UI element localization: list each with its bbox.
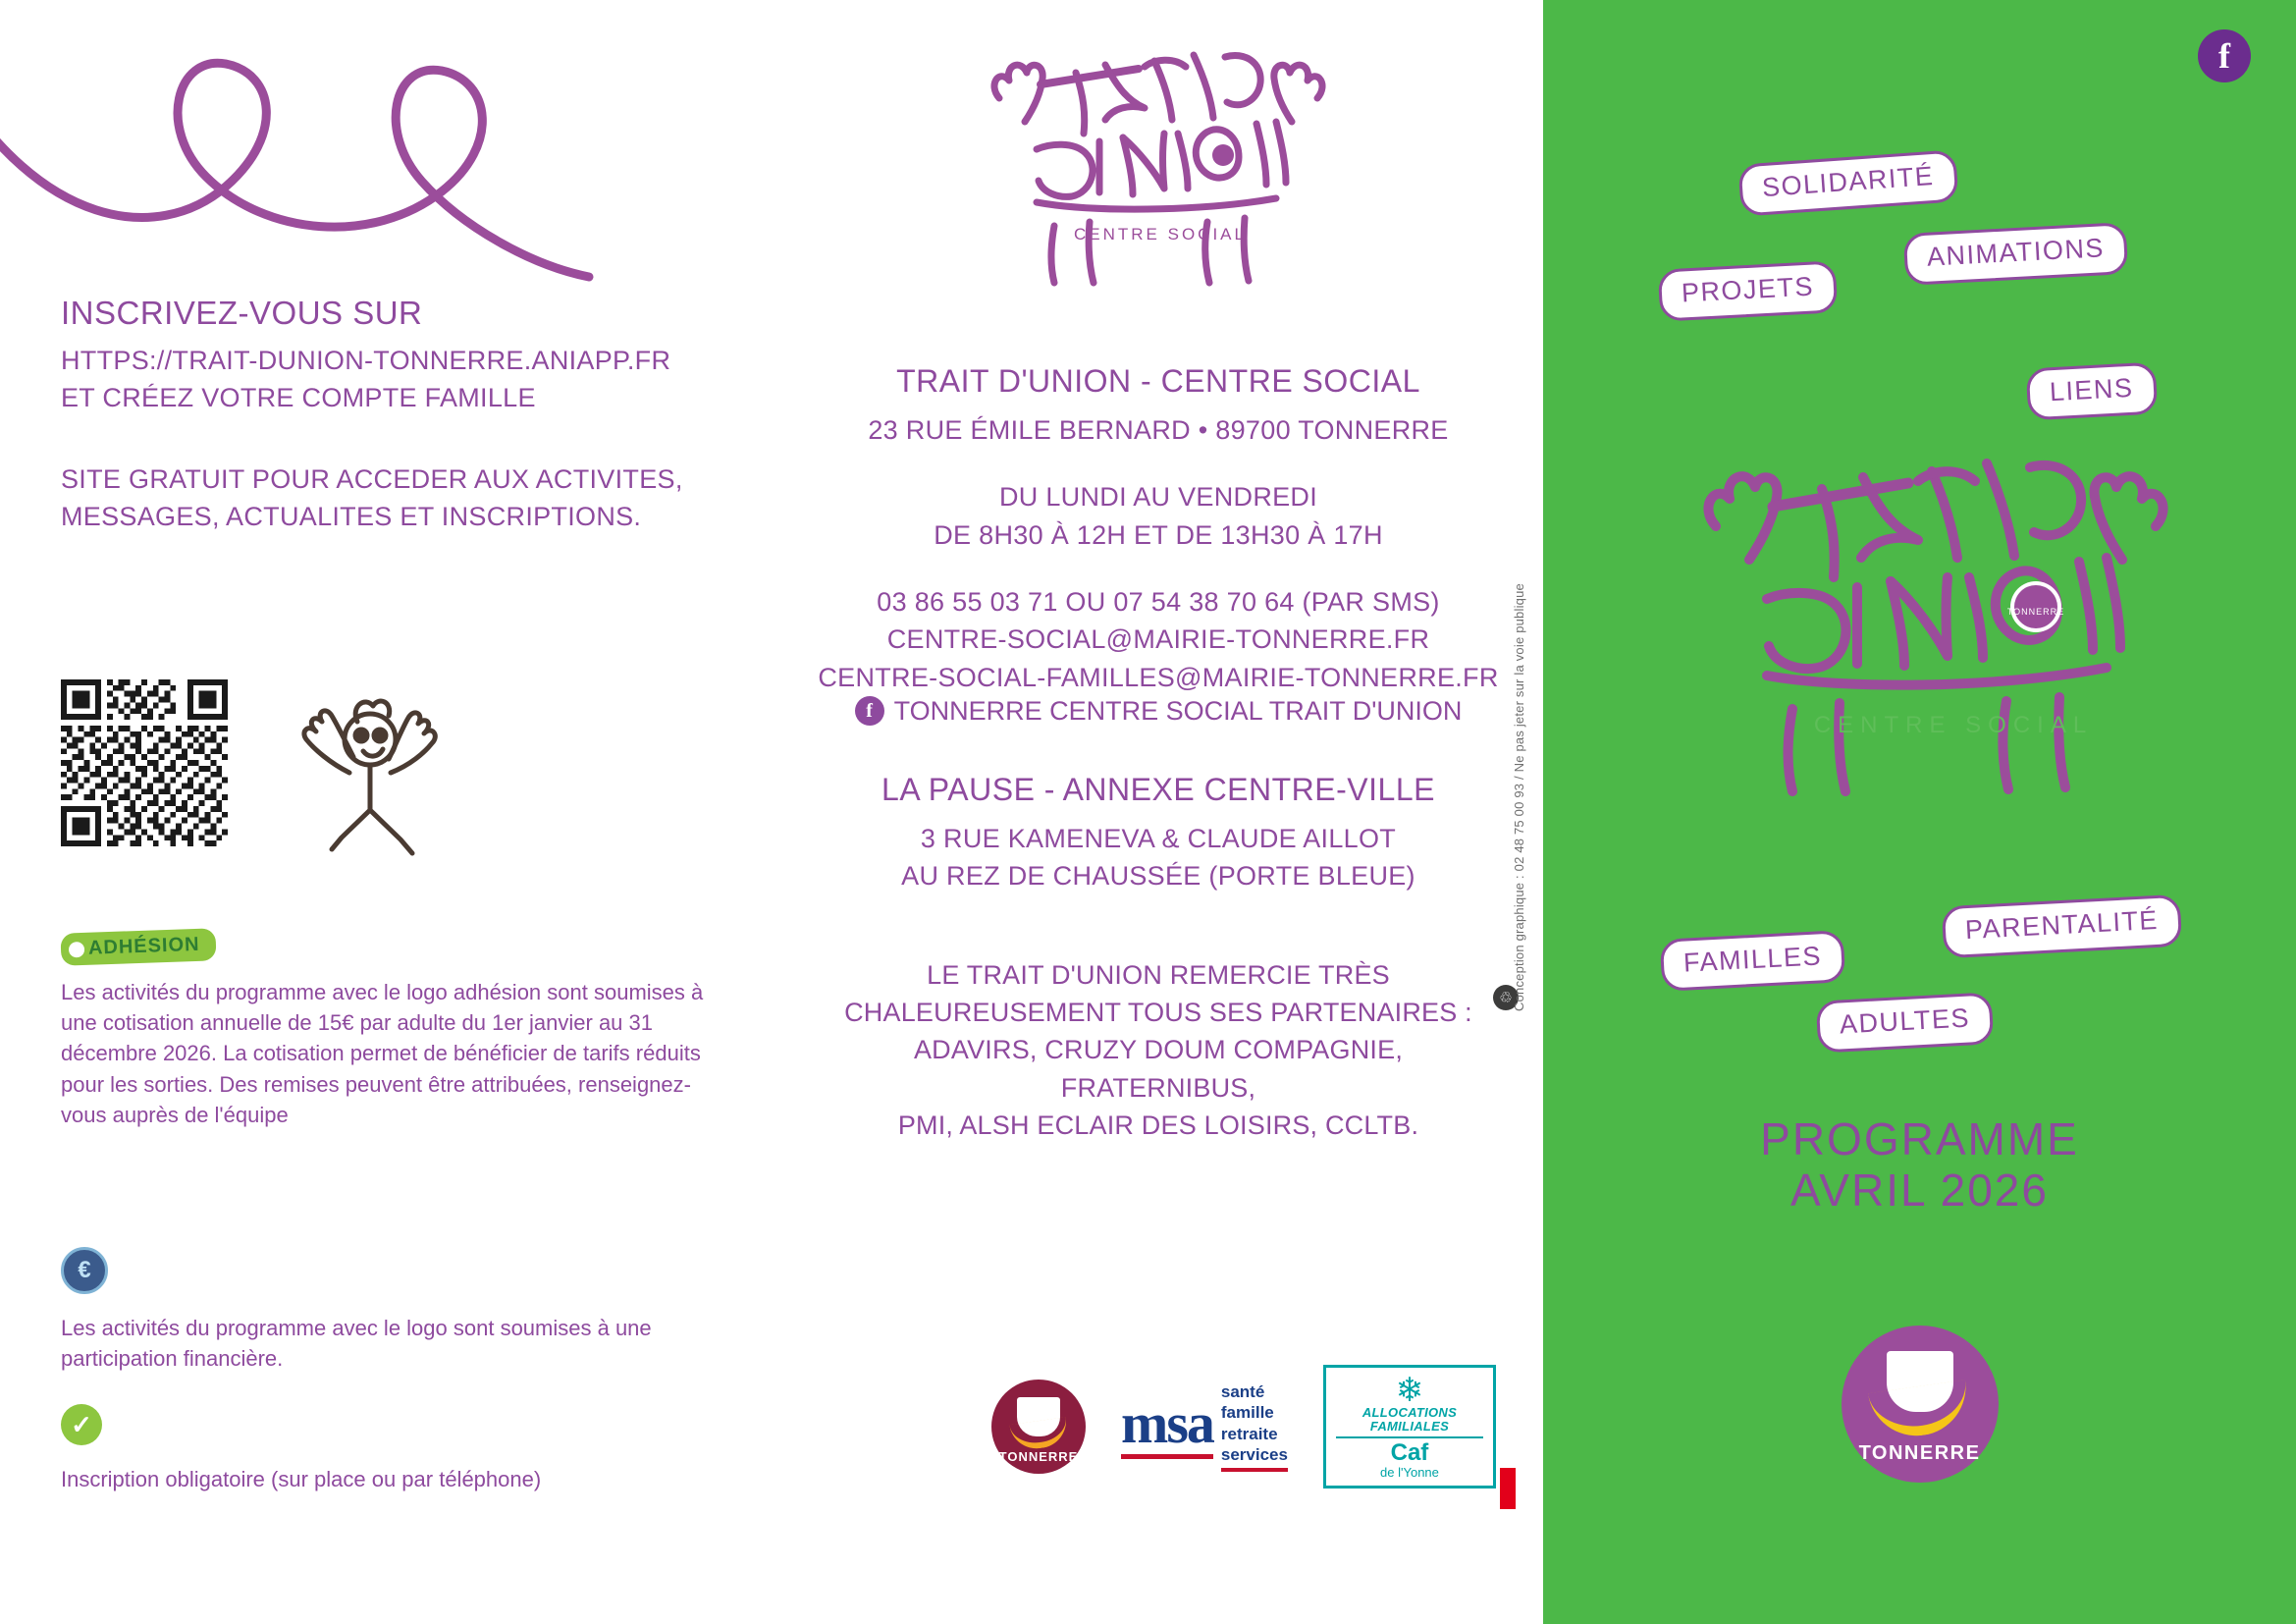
caf-alloc-line-2: FAMILIALES [1369,1418,1450,1434]
email-primary[interactable]: CENTRE-SOCIAL@MAIRIE-TONNERRE.FR [886,624,1430,655]
inscription-block [61,295,689,535]
legend-adhesion [61,931,709,1130]
caf-logo [1323,1365,1496,1489]
graphic-credit: Conception graphique : 02 48 75 00 93 / Ne pas jeter sur la voie publique [1512,583,1526,1011]
qr-and-mascot [61,670,611,895]
inscription-url[interactable]: HTTPS://TRAIT-DUNION-TONNERRE.ANIAPP.FR [61,346,671,375]
phone-number[interactable]: 03 86 55 03 71 OU 07 54 38 70 64 (PAR SMS) [877,586,1440,617]
hours-line-2: DE 8H30 À 12H ET DE 13H30 À 17H [934,519,1383,550]
cover-panel [1543,0,2296,1624]
check-icon [61,1404,102,1445]
partners-line-1: LE TRAIT D'UNION REMERCIE TRÈS [927,959,1390,990]
programme-line-2: AVRIL 2026 [1790,1164,2049,1216]
create-account-line: ET CRÉEZ VOTRE COMPTE FAMILLE [61,383,536,413]
msa-tagline-3: retraite [1220,1424,1278,1443]
msa-tagline-1: santé [1220,1382,1265,1402]
tonnerre-logo-label: TONNERRE [998,1449,1079,1465]
svg-text:TONNERRE: TONNERRE [2006,607,2065,617]
logo-subtitle: CENTRE SOCIAL [1813,712,2094,738]
free-site-note [61,460,689,536]
trait-dunion-logo-icon [1690,442,2181,835]
msa-logo [1121,1381,1288,1472]
facebook-icon: f [855,696,884,726]
adhesion-badge: ADHÉSION [60,928,216,965]
adhesion-description: Les activités du programme avec le logo adhésion sont soumises à une cotisation annuelle de 15€ par adulte du 1er janvier au 31 décembre 2026. La cotisation permet de bénéficier de tarifs réduits pour les sorties. Des remises peuvent être attribuées, renseignez-vous auprès de l'équipe [61,980,704,1127]
facebook-page-line[interactable] [815,696,1502,727]
euro-icon [61,1247,108,1294]
msa-tagline-2: famille [1220,1403,1274,1423]
inscription-heading: INSCRIVEZ-VOUS SUR [61,295,423,331]
keyword-solidarite: SOLIDARITÉ [1737,149,1958,216]
keyword-animations: ANIMATIONS [1903,222,2128,286]
facebook-page-name: TONNERRE CENTRE SOCIAL TRAIT D'UNION [893,695,1463,726]
recycle-icon: ♲ [1493,985,1519,1010]
partners-line-4: PMI, ALSH ECLAIR DES LOISIRS, CCLTB. [897,1110,1419,1140]
msa-taglines [1221,1381,1288,1472]
partners-line-3: ADAVIRS, CRUZY DOUM COMPAGNIE, FRATERNIBUS, [913,1035,1404,1103]
caf-name: Caf [1390,1439,1429,1467]
caf-department: de l'Yonne [1380,1465,1439,1481]
email-families[interactable]: CENTRE-SOCIAL-FAMILLES@MAIRIE-TONNERRE.FR [818,662,1499,692]
annexe-address-1: 3 RUE KAMENEVA & CLAUDE AILLOT [920,823,1397,853]
keyword-adultes: ADULTES [1816,992,1995,1053]
keyword-parentalite: PARENTALITÉ [1942,894,2182,959]
tonnerre-city-logo [1842,1326,1999,1483]
msa-wordmark: msa [1121,1395,1213,1459]
caf-allocations-label [1336,1406,1483,1439]
mascot-illustration [296,645,522,891]
sponsor-logos [991,1365,1496,1489]
qr-code-icon[interactable] [61,679,228,846]
annexe-address-2: AU REZ DE CHAUSSÉE (PORTE BLEUE) [901,861,1415,892]
partners-line-2: CHALEUREUSEMENT TOUS SES PARTENAIRES : [844,997,1472,1027]
legend-participation [61,1247,709,1374]
legend-inscription [61,1404,709,1494]
caf-alloc-line-1: ALLOCATIONS [1362,1404,1458,1420]
annexe-title: LA PAUSE - ANNEXE CENTRE-VILLE [881,771,1435,807]
programme-title [1543,1114,2296,1216]
programme-line-1: PROGRAMME [1760,1113,2079,1164]
partners-block [815,956,1502,1145]
city-logo-label: TONNERRE [1858,1442,1981,1464]
keyword-liens: LIENS [2026,362,2158,421]
snowflake-icon: ❄ [1395,1372,1424,1409]
msa-tagline-4: services [1220,1444,1288,1464]
trait-dunion-logo-icon [982,39,1335,314]
org-title: TRAIT D'UNION - CENTRE SOCIAL [896,363,1420,399]
keyword-familles: FAMILLES [1660,930,1846,992]
svg-text:CENTRE SOCIAL: CENTRE SOCIAL [1074,225,1247,244]
hours-line-1: DU LUNDI AU VENDREDI [998,482,1318,513]
tonnerre-logo-icon [991,1380,1086,1474]
contact-details [815,363,1502,1144]
decorative-squiggle [0,20,726,314]
facebook-icon[interactable]: f [2198,29,2251,82]
free-site-line-2: MESSAGES, ACTUALITES ET INSCRIPTIONS. [61,501,642,531]
org-address: 23 RUE ÉMILE BERNARD • 89700 TONNERRE [868,415,1449,445]
inscription-description: Inscription obligatoire (sur place ou par téléphone) [61,1467,542,1491]
city-swoosh-shape [1868,1380,1972,1441]
print-mark [1500,1468,1516,1509]
keyword-projets: PROJETS [1658,260,1839,321]
participation-description: Les activités du programme avec le logo sont soumises à une participation financière. [61,1316,652,1372]
free-site-line-1: SITE GRATUIT POUR ACCEDER AUX ACTIVITES, [61,463,683,494]
